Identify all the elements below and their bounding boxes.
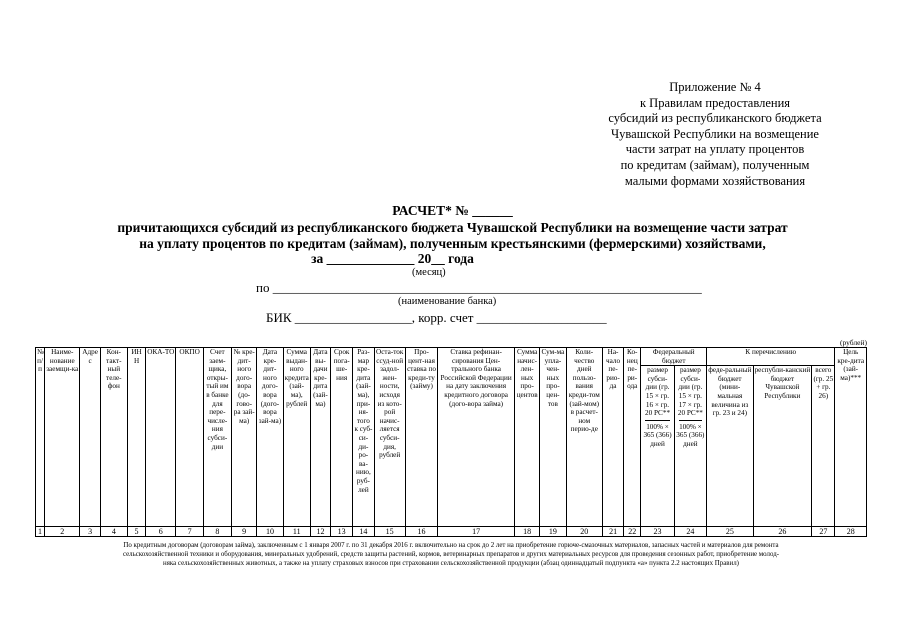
header-cell: Коли-чество дней пользо-вания креди-том (зай-мом) в расчет-ном перио-де [566,348,602,527]
header-cell: всего (гр. 25 + гр. 26) [812,366,835,527]
title-line-1: причитающихся субсидий из республиканского бюджета Чувашской Республики на возмещение части затрат [117,220,788,235]
title-period-line: за _____________ 20__ года [311,251,474,266]
header-cell: Дата вы-дачи кре-дита (зай-ма) [310,348,330,527]
units-label: (рублей) [839,338,867,347]
subsidy-formula: размер субси-дии (гр. 15 × гр. 16 × гр. 20 РС** [644,366,671,418]
header-cell: Сумма начис-лен-ных про-центов [515,348,540,527]
column-number: 21 [602,527,623,537]
column-number: 16 [405,527,437,537]
column-number: 20 [566,527,602,537]
fraction-line [679,420,702,421]
title-line-2: на уплату процентов по кредитам (займам), полученным крестьянскими (фермерскими) хозяйствами, [139,236,766,251]
column-number: 2 [45,527,80,537]
column-number: 27 [812,527,835,537]
column-number: 24 [674,527,706,537]
appendix-line: Приложение № 4 [669,80,761,94]
appendix-line: по кредитам (займам), полученным [620,157,810,172]
appendix-block [590,80,840,189]
header-cell: № кре-дит-ного дого-вора (до-гово-ра зай-ма) [232,348,257,527]
header-cell: ОКА-ТО [146,348,176,527]
column-number: 17 [438,527,515,537]
column-number: 10 [257,527,283,537]
subsidy-formula: размер субси-дии (гр. 15 × гр. 17 × гр. 20 РС** [677,366,703,418]
header-cell [641,366,674,527]
federal-budget-header: Федеральный бюджет [641,348,707,366]
header-cell: Сумма выдан-ного кредита (зай-ма), рублей [283,348,310,527]
subsidy-denominator: 100% × 365 (366) дней [643,422,672,448]
footnote-line: няка сельскохозяйственных животных, а также на уплату страховых взносов при страховании сельскохозяйственной продукции (абзац одиннадцатый подпункта «а» пункта 2.2 настоящих Правил) [163,560,739,567]
header-cell: республи-канский бюджет Чувашской Республики [753,366,812,527]
appendix-line: Чувашской Республики на возмещение [611,126,819,141]
column-number: 15 [374,527,405,537]
header-cell: Кон-такт-ный теле-фон [100,348,127,527]
header-cell: Ставка рефинан-сирования Цен-трального банка Российской Федерации на дату заключения кредитного договора (дого-вора займа) [438,348,515,527]
header-cell: № п/п [36,348,45,527]
appendix-line: субсидий из республиканского бюджета [608,111,822,126]
column-number: 25 [707,527,754,537]
column-number: 28 [835,527,867,537]
column-number: 9 [232,527,257,537]
header-cell: Срок пога-ше-ния [331,348,353,527]
transfer-header: К перечислению [707,348,835,366]
column-number: 18 [515,527,540,537]
header-cell: Ко-нец пе-ри-ода [624,348,641,527]
table-footnote [35,541,867,568]
column-number: 19 [540,527,566,537]
header-cell: Адрес [80,348,100,527]
bik-line: БИК __________________, корр. счет ____________________ [266,310,607,325]
column-number: 3 [80,527,100,537]
column-number: 4 [100,527,127,537]
appendix-line: части затрат на уплату процентов [625,142,805,157]
column-number: 11 [283,527,310,537]
footnote-line: По кредитным договорам (договорам займа), заключенным с 1 января 2007 г. по 31 декабря 2016 г. включительно на срок до 2 лет на приобретение горюче-смазочных материалов, запасных частей и материалов для ремонта [123,542,779,549]
column-number: 6 [146,527,176,537]
column-number: 12 [310,527,330,537]
column-number: 13 [331,527,353,537]
header-cell: На-чало пе-рио-да [602,348,623,527]
calculation-table [35,347,867,537]
column-number: 26 [753,527,812,537]
appendix-line: к Правилам предоставления [639,95,791,110]
header-cell: Сум-ма упла-чен-ных про-цен-тов [540,348,566,527]
month-caption: (месяц) [412,267,446,278]
document-title: РАСЧЕТ* № ______ [392,203,513,218]
header-cell: Раз-мар кре-дита (зай-ма), при-ня-того к суб-си-ди-ро-ва-нию, руб-лей [353,348,374,527]
footnote-line: сельскохозяйственной техники и оборудования, минеральных удобрений, средств защиты растений, кормов, ветеринарных препаратов и других материальных ресурсов для проведения сезонных работ, приобретение молод- [122,551,780,558]
header-cell: феде-ральный бюджет (мини-мальная величина из гр. 23 и 24) [707,366,754,527]
fraction-line [645,420,669,421]
header-cell: ИНН [127,348,145,527]
bank-caption: (наименование банка) [398,296,497,307]
header-cell: Оста-ток ссуд-ной задол-жен-ности, исходя из кото-рой начис-ляется субси-дия, рублей [374,348,405,527]
header-cell: ОКПО [176,348,203,527]
column-number: 14 [353,527,374,537]
column-number: 23 [641,527,674,537]
header-cell: Про-цент-ная ставка по креди-ту (займу) [405,348,437,527]
header-cell: Цель кре-дита (зай-ма)*** [835,348,867,527]
column-number: 22 [624,527,641,537]
column-number: 5 [127,527,145,537]
column-number: 7 [176,527,203,537]
bank-line: по __________________________________________________________________ [256,280,702,295]
header-cell: Счет заем-щика, откры-тый им в банке для пере-числе-ния субси-дии [203,348,231,527]
column-number: 1 [36,527,45,537]
header-cell: Наиме-нование заемщи-ка [45,348,80,527]
subsidy-denominator: 100% × 365 (366) дней [676,422,705,448]
column-number: 8 [203,527,231,537]
header-cell [674,366,706,527]
header-cell: Дата кре-дит-ного дого-вора (дого-вора зай-ма) [257,348,283,527]
appendix-line: малыми формами хозяйствования [624,173,806,188]
